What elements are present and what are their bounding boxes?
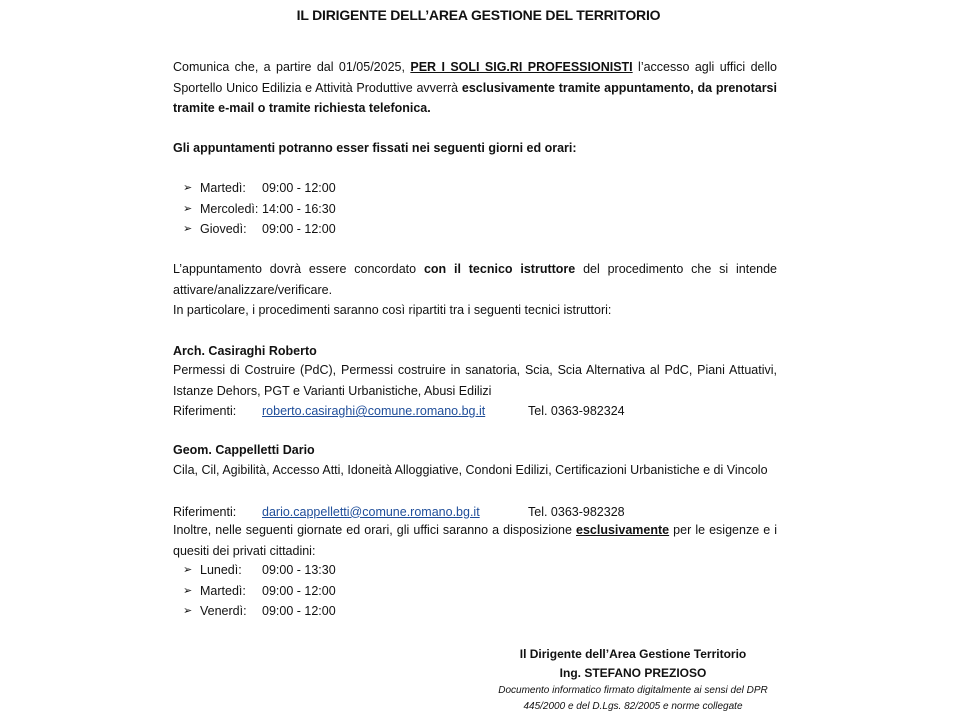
agreement-bold: con il tecnico istruttore [423,262,576,276]
exclusively-highlight: esclusivamente [576,523,670,537]
signature-note: 445/2000 e del D.Lgs. 82/2005 e norme collegate [523,701,743,712]
list-item [173,178,777,199]
list-item [173,219,777,240]
professionals-highlight: PER I SOLI SIG.RI PROFESSIONISTI [410,60,633,74]
arrow-bullet-icon: ➢ [183,584,193,597]
agreement-line2: In particolare, i procedimenti saranno così ripartiti tra i seguenti tecnici istruttori: [173,303,612,317]
public-hours-list [173,560,777,622]
agreement-paragraph [173,259,777,300]
arrow-bullet-icon: ➢ [183,202,193,215]
list-item [173,601,777,622]
agreement-text: L’appuntamento dovrà essere concordato [173,262,424,276]
technician-name: Geom. Cappelletti Dario [173,443,315,457]
time-range: 09:00 - 12:00 [262,583,336,598]
signature-name: Ing. STEFANO PREZIOSO [559,666,707,680]
phone-number: Tel. 0363-982328 [528,504,625,519]
arrow-bullet-icon: ➢ [183,564,193,576]
list-item [173,199,777,220]
intro-paragraph [173,57,777,119]
appointments-heading: Gli appuntamenti potranno esser fissati nei seguenti giorni ed orari: [173,141,577,155]
list-item [173,560,777,581]
email-link[interactable]: dario.cappelletti@comune.romano.bg.it [262,504,480,519]
arrow-bullet-icon: ➢ [183,605,193,617]
technician-name: Arch. Casiraghi Roberto [173,344,317,358]
signature-note: Documento informatico firmato digitalmente ai sensi del DPR [498,685,768,696]
intro-bold-tail: esclusivamente tramite appuntamento, da prenotarsi tramite e-mail o tramite richiesta telefonica. [173,80,777,115]
intro-text-mid: l’accesso agli uffici dello Sportello Unico Edilizia e Attività Produttive avverrà [173,60,777,95]
signature-block [480,645,786,715]
public-hours-text-post: per le esigenze e i quesiti dei privati cittadini: [173,523,777,558]
time-range: 09:00 - 12:00 [262,222,336,236]
page-title: IL DIRIGENTE DELL’AREA GESTIONE DEL TERRITORIO [296,7,661,23]
technician-reference [173,502,777,523]
day-label: Mercoledì: [200,201,259,216]
list-item [173,581,777,602]
day-label: Martedì: [200,583,246,598]
public-hours-paragraph [173,520,777,561]
arrow-bullet-icon: ➢ [183,182,193,194]
day-label: Martedì: [200,181,246,195]
day-label: Lunedì: [200,563,242,577]
appointments-list [173,178,777,240]
email-link[interactable]: roberto.casiraghi@comune.romano.bg.it [262,404,486,418]
reference-label: Riferimenti: [173,404,237,418]
intro-text: Comunica che, a partire dal 01/05/2025, [173,60,411,74]
time-range: 09:00 - 12:00 [262,181,336,195]
time-range: 14:00 - 16:30 [262,201,336,216]
day-label: Venerdì: [200,604,247,618]
technician-reference [173,401,777,422]
phone-number: Tel. 0363-982324 [528,404,625,418]
day-label: Giovedì: [200,222,247,236]
arrow-bullet-icon: ➢ [183,223,193,235]
technician-description: Permessi di Costruire (PdC), Permessi costruire in sanatoria, Scia, Scia Alternativa al PdC, Piani Attuativi, Istanze Dehors, PGT e Varianti Urbanistiche, Abusi Edilizi [173,363,777,398]
public-hours-text: Inoltre, nelle seguenti giornate ed orari, gli uffici saranno a disposizione [173,523,577,537]
signature-role: Il Dirigente dell’Area Gestione Territorio [519,647,747,661]
technician-description: Cila, Cil, Agibilità, Accesso Atti, Idoneità Alloggiative, Condoni Edilizi, Certificazioni Urbanistiche e di Vincolo [173,463,768,477]
time-range: 09:00 - 13:30 [262,563,336,577]
reference-label: Riferimenti: [173,504,237,519]
agreement-text-post: del procedimento che si intende attivare/analizzare/verificare. [173,262,777,297]
time-range: 09:00 - 12:00 [262,604,336,618]
